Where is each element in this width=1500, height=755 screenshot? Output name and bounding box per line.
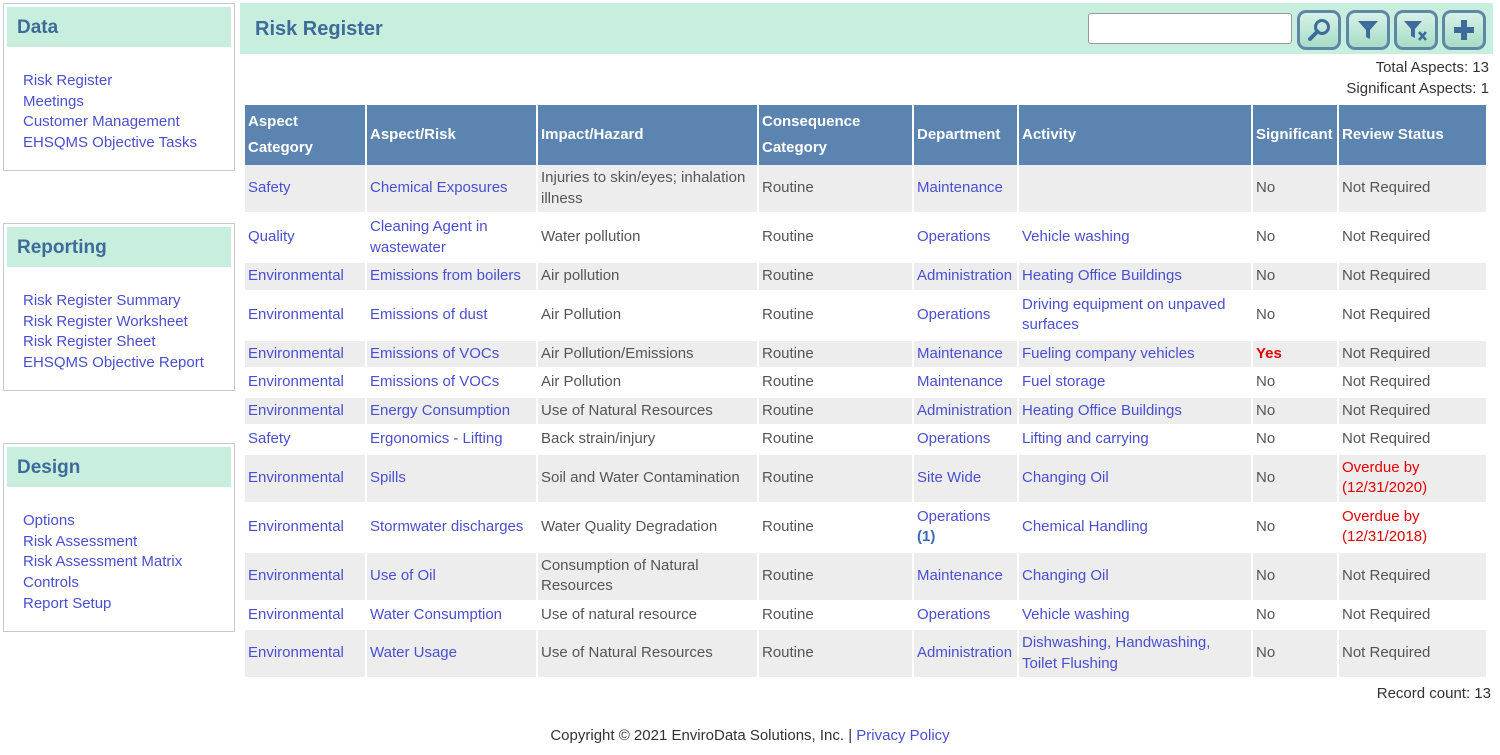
cell-department[interactable] <box>913 291 1018 340</box>
review-status-value: Not Required <box>1342 344 1431 362</box>
cell-aspect-risk[interactable]: Stormwater discharges <box>366 503 537 552</box>
sidebar-link-risk-register-sheet[interactable]: Risk Register Sheet <box>23 333 156 351</box>
cell-review-status <box>1338 165 1487 213</box>
cell-review-status <box>1338 425 1487 454</box>
significant-value: No <box>1256 644 1276 662</box>
cell-consequence-category: Routine <box>758 397 913 426</box>
cell-department[interactable] <box>913 165 1018 213</box>
cell-department[interactable] <box>913 601 1018 630</box>
cell-significant <box>1252 397 1338 426</box>
add-icon <box>1451 17 1477 43</box>
sidebar-link-risk-assessment-matrix[interactable]: Risk Assessment Matrix <box>23 553 183 571</box>
page-title: Risk Register <box>255 18 383 40</box>
panel-title-design: Design <box>7 447 231 487</box>
table-row[interactable] <box>245 629 1487 678</box>
table-row[interactable] <box>245 503 1487 552</box>
cell-aspect-risk[interactable]: Spills <box>366 454 537 503</box>
department-label[interactable]: Administration <box>917 267 1013 284</box>
cell-significant <box>1252 454 1338 503</box>
cell-impact-hazard: Soil and Water Contamination <box>537 454 758 503</box>
cell-consequence-category: Routine <box>758 601 913 630</box>
table-row[interactable] <box>245 601 1487 630</box>
cell-review-status <box>1338 454 1487 503</box>
filter-button[interactable] <box>1346 10 1390 50</box>
department-label[interactable]: Administration <box>917 644 1013 662</box>
significant-value: Yes <box>1256 344 1282 362</box>
sidebar-link-ehsqms-objective-tasks[interactable]: EHSQMS Objective Tasks <box>23 134 197 152</box>
cell-review-status <box>1338 213 1487 262</box>
table-row[interactable] <box>245 425 1487 454</box>
column-header-aspect-category[interactable]: Aspect Category <box>245 105 366 165</box>
cell-impact-hazard: Water pollution <box>537 213 758 262</box>
filter-icon <box>1355 17 1381 43</box>
cell-aspect-category[interactable]: Environmental <box>245 368 366 397</box>
department-label[interactable]: Maintenance <box>917 179 1003 197</box>
sidebar-panel-design <box>3 443 235 632</box>
sidebar-link-controls[interactable]: Controls <box>23 574 79 592</box>
cell-significant <box>1252 503 1338 552</box>
cell-aspect-risk[interactable]: Energy Consumption <box>366 397 537 426</box>
cell-department[interactable] <box>913 368 1018 397</box>
significant-value: No <box>1256 517 1276 535</box>
column-header-department[interactable]: Department <box>913 105 1018 165</box>
cell-consequence-category: Routine <box>758 340 913 369</box>
cell-review-status <box>1338 503 1487 552</box>
review-status-value: Overdue by (12/31/2018) <box>1342 507 1428 545</box>
cell-consequence-category: Routine <box>758 503 913 552</box>
cell-consequence-category: Routine <box>758 291 913 340</box>
cell-impact-hazard: Use of Natural Resources <box>537 397 758 426</box>
review-status-value: Overdue by (12/31/2020) <box>1342 458 1428 496</box>
department-label[interactable]: Maintenance <box>917 344 1003 362</box>
review-status-value: Not Required <box>1342 305 1431 323</box>
cell-aspect-category[interactable]: Environmental <box>245 340 366 369</box>
significant-value: No <box>1256 228 1276 246</box>
cell-department[interactable] <box>913 213 1018 262</box>
sidebar-link-risk-assessment[interactable]: Risk Assessment <box>23 532 138 550</box>
table-row[interactable] <box>245 397 1487 426</box>
risk-register-table <box>245 105 1488 679</box>
department-label[interactable]: Administration <box>917 401 1013 419</box>
cell-consequence-category: Routine <box>758 368 913 397</box>
cell-consequence-category: Routine <box>758 262 913 291</box>
cell-aspect-category[interactable]: Environmental <box>245 552 366 601</box>
clear-filter-button[interactable] <box>1394 10 1438 50</box>
cell-aspect-risk[interactable]: Emissions of dust <box>366 291 537 340</box>
search-button[interactable] <box>1297 10 1341 50</box>
cell-impact-hazard: Back strain/injury <box>537 425 758 454</box>
cell-impact-hazard: Air Pollution/Emissions <box>537 340 758 369</box>
sidebar-link-risk-register-summary[interactable]: Risk Register Summary <box>23 292 181 309</box>
cell-significant <box>1252 552 1338 601</box>
column-header-consequence-category[interactable]: Consequence Category <box>758 105 913 165</box>
significant-value: No <box>1256 401 1276 419</box>
search-icon <box>1306 17 1332 43</box>
cell-consequence-category: Routine <box>758 165 913 213</box>
cell-impact-hazard: Water Quality Degradation <box>537 503 758 552</box>
column-header-activity[interactable]: Activity <box>1018 105 1252 165</box>
table-row[interactable] <box>245 552 1487 601</box>
significant-value: No <box>1256 605 1276 623</box>
cell-department[interactable] <box>913 552 1018 601</box>
cell-activity[interactable]: Changing Oil <box>1018 454 1252 503</box>
cell-aspect-category[interactable]: Quality <box>245 213 366 262</box>
column-header-review-status[interactable]: Review Status <box>1338 105 1487 165</box>
footer <box>0 727 1500 744</box>
significant-value: No <box>1256 305 1276 323</box>
cell-aspect-category[interactable]: Environmental <box>245 454 366 503</box>
sidebar-link-risk-register[interactable]: Risk Register <box>23 72 113 89</box>
cell-aspect-category[interactable]: Environmental <box>245 397 366 426</box>
sidebar-link-ehsqms-objective-report[interactable]: EHSQMS Objective Report <box>23 354 204 372</box>
cell-department[interactable] <box>913 425 1018 454</box>
cell-activity[interactable] <box>1018 165 1252 213</box>
significant-value: No <box>1256 468 1276 486</box>
cell-aspect-category[interactable]: Environmental <box>245 503 366 552</box>
cell-significant <box>1252 213 1338 262</box>
cell-review-status <box>1338 601 1487 630</box>
review-status-value: Not Required <box>1342 644 1431 662</box>
table-body <box>245 165 1487 678</box>
cell-activity[interactable]: Changing Oil <box>1018 552 1252 601</box>
department-label[interactable]: Operations <box>917 305 991 323</box>
department-label[interactable]: Operations <box>917 605 991 623</box>
cell-consequence-category: Routine <box>758 425 913 454</box>
cell-activity[interactable]: Lifting and carrying <box>1018 425 1252 454</box>
review-status-value: Not Required <box>1342 228 1431 246</box>
department-label[interactable]: Operations <box>917 430 991 447</box>
review-status-value: Not Required <box>1342 267 1431 284</box>
table-row[interactable] <box>245 291 1487 340</box>
page-header <box>240 3 1493 54</box>
cell-activity[interactable]: Vehicle washing <box>1018 213 1252 262</box>
cell-consequence-category: Routine <box>758 454 913 503</box>
panel-links-data <box>4 50 234 154</box>
cell-aspect-category[interactable]: Environmental <box>245 291 366 340</box>
cell-activity[interactable]: Driving equipment on unpaved surfaces <box>1018 291 1252 340</box>
cell-impact-hazard: Consumption of Natural Resources <box>537 552 758 601</box>
review-status-value: Not Required <box>1342 605 1431 623</box>
cell-significant <box>1252 425 1338 454</box>
review-status-value: Not Required <box>1342 401 1431 419</box>
cell-activity[interactable]: Fueling company vehicles <box>1018 340 1252 369</box>
significant-value: No <box>1256 430 1276 447</box>
column-header-impact-hazard[interactable]: Impact/Hazard <box>537 105 758 165</box>
significant-value: No <box>1256 179 1276 197</box>
department-label[interactable]: Maintenance <box>917 373 1003 390</box>
cell-aspect-risk[interactable]: Ergonomics - Lifting <box>366 425 537 454</box>
table-header-row <box>245 105 1487 165</box>
department-label[interactable]: Site Wide <box>917 468 982 486</box>
cell-aspect-risk[interactable]: Chemical Exposures <box>366 165 537 213</box>
cell-department[interactable] <box>913 503 1018 552</box>
cell-activity[interactable]: Vehicle washing <box>1018 601 1252 630</box>
panel-title-reporting: Reporting <box>7 227 231 267</box>
department-label[interactable]: Maintenance <box>917 566 1003 584</box>
cell-department[interactable] <box>913 340 1018 369</box>
table-row[interactable] <box>245 165 1487 213</box>
cell-impact-hazard: Use of Natural Resources <box>537 629 758 678</box>
department-label[interactable]: Operations <box>917 228 991 246</box>
sidebar-link-options[interactable]: Options <box>23 512 75 529</box>
review-status-value: Not Required <box>1342 179 1431 197</box>
cell-aspect-category[interactable]: Safety <box>245 165 366 213</box>
cell-aspect-category[interactable]: Environmental <box>245 601 366 630</box>
cell-review-status <box>1338 262 1487 291</box>
cell-aspect-risk[interactable]: Emissions of VOCs <box>366 368 537 397</box>
cell-significant <box>1252 165 1338 213</box>
panel-links-reporting <box>4 270 234 374</box>
cell-review-status <box>1338 340 1487 369</box>
cell-activity[interactable]: Heating Office Buildings <box>1018 397 1252 426</box>
table-row[interactable] <box>245 368 1487 397</box>
total-aspects-count: Total Aspects: 13 <box>1375 59 1489 76</box>
cell-significant <box>1252 368 1338 397</box>
search-input[interactable] <box>1088 13 1292 44</box>
column-header-aspect-risk[interactable]: Aspect/Risk <box>366 105 537 165</box>
cell-consequence-category: Routine <box>758 552 913 601</box>
cell-aspect-risk[interactable]: Emissions of VOCs <box>366 340 537 369</box>
sidebar-link-meetings[interactable]: Meetings <box>23 92 84 110</box>
table-row[interactable] <box>245 262 1487 291</box>
copyright-text: Copyright © 2021 EnviroData Solutions, Inc. | <box>550 727 857 744</box>
sidebar-panel-reporting <box>3 223 235 391</box>
cell-department[interactable] <box>913 454 1018 503</box>
cell-impact-hazard: Injuries to skin/eyes; inhalation illness <box>537 165 758 213</box>
review-status-value: Not Required <box>1342 566 1431 584</box>
review-status-value: Not Required <box>1342 373 1431 390</box>
cell-impact-hazard: Air Pollution <box>537 368 758 397</box>
significant-aspects-count: Significant Aspects: 1 <box>1346 80 1489 97</box>
cell-impact-hazard: Air Pollution <box>537 291 758 340</box>
cell-review-status <box>1338 397 1487 426</box>
record-count: Record count: 13 <box>1376 685 1491 702</box>
significant-value: No <box>1256 566 1276 584</box>
cell-review-status <box>1338 368 1487 397</box>
cell-consequence-category: Routine <box>758 213 913 262</box>
sidebar-link-risk-register-worksheet[interactable]: Risk Register Worksheet <box>23 312 188 330</box>
cell-significant <box>1252 340 1338 369</box>
cell-department[interactable] <box>913 629 1018 678</box>
table-row[interactable] <box>245 213 1487 262</box>
cell-department[interactable] <box>913 262 1018 291</box>
sidebar-panel-data <box>3 3 235 171</box>
panel-title-data: Data <box>7 7 231 47</box>
cell-aspect-risk[interactable]: Water Consumption <box>366 601 537 630</box>
cell-aspect-risk[interactable]: Emissions from boilers <box>366 262 537 291</box>
cell-impact-hazard: Air pollution <box>537 262 758 291</box>
column-header-significant[interactable]: Significant <box>1252 105 1338 165</box>
cell-aspect-risk[interactable]: Use of Oil <box>366 552 537 601</box>
cell-significant <box>1252 629 1338 678</box>
cell-aspect-category[interactable]: Safety <box>245 425 366 454</box>
cell-review-status <box>1338 291 1487 340</box>
cell-significant <box>1252 291 1338 340</box>
cell-aspect-risk[interactable]: Water Usage <box>366 629 537 678</box>
cell-review-status <box>1338 629 1487 678</box>
cell-review-status <box>1338 552 1487 601</box>
department-count-badge[interactable]: (1) <box>917 528 936 545</box>
clear-filter-icon <box>1402 17 1430 43</box>
cell-department[interactable] <box>913 397 1018 426</box>
privacy-policy-link[interactable]: Privacy Policy <box>856 727 950 744</box>
add-button[interactable] <box>1442 10 1486 50</box>
cell-significant <box>1252 601 1338 630</box>
cell-aspect-category[interactable]: Environmental <box>245 262 366 291</box>
significant-value: No <box>1256 267 1276 284</box>
cell-significant <box>1252 262 1338 291</box>
table-row[interactable] <box>245 340 1487 369</box>
panel-links-design <box>4 490 234 615</box>
cell-activity[interactable]: Chemical Handling <box>1018 503 1252 552</box>
review-status-value: Not Required <box>1342 430 1431 447</box>
sidebar-link-customer-management[interactable]: Customer Management <box>23 113 180 131</box>
cell-consequence-category: Routine <box>758 629 913 678</box>
sidebar-link-report-setup[interactable]: Report Setup <box>23 594 112 612</box>
significant-value: No <box>1256 373 1276 390</box>
cell-activity[interactable]: Dishwashing, Handwashing, Toilet Flushing <box>1018 629 1252 678</box>
cell-impact-hazard: Use of natural resource <box>537 601 758 630</box>
cell-aspect-category[interactable]: Environmental <box>245 629 366 678</box>
department-label[interactable]: Operations <box>917 507 991 525</box>
table-row[interactable] <box>245 454 1487 503</box>
cell-activity[interactable]: Heating Office Buildings <box>1018 262 1252 291</box>
cell-aspect-risk[interactable]: Cleaning Agent in wastewater <box>366 213 537 262</box>
cell-activity[interactable]: Fuel storage <box>1018 368 1252 397</box>
